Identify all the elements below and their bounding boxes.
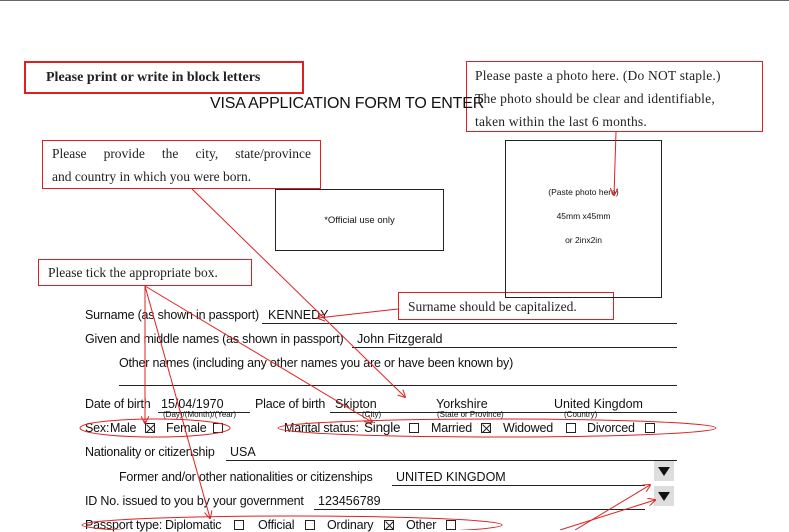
id-number-value[interactable]: 123456789 xyxy=(318,494,381,508)
pob-state-hint: (State or Province) xyxy=(437,410,504,419)
block-letters-note: Please print or write in block letters xyxy=(24,61,304,94)
top-rule xyxy=(0,0,789,1)
passport-ordinary-label: Ordinary xyxy=(327,518,374,532)
former-nationality-line xyxy=(392,485,645,486)
birthplace-note-line-2: and country in which you were born. xyxy=(52,169,252,184)
nationality-label: Nationality or citizenship xyxy=(85,445,215,459)
marital-divorced-checkbox[interactable] xyxy=(645,423,655,433)
dropdown-arrow-2 xyxy=(560,500,655,530)
passport-diplomatic-label: Diplomatic xyxy=(165,518,222,532)
passport-type-label: Passport type: xyxy=(85,518,163,532)
pob-country-hint: (Country) xyxy=(564,410,598,419)
dob-value[interactable]: 15/04/1970 xyxy=(161,397,224,411)
pob-city-hint: (City) xyxy=(362,410,382,419)
form-title: VISA APPLICATION FORM TO ENTER xyxy=(210,95,485,112)
surname-line xyxy=(262,323,677,324)
surname-arrow xyxy=(318,309,398,318)
nationality-value[interactable]: USA xyxy=(230,445,256,459)
photo-box-line-1: (Paste photo here) xyxy=(548,187,619,197)
photo-box-line-2: 45mm x45mm xyxy=(556,211,611,221)
sex-female-label: Female xyxy=(166,421,207,435)
photo-note-line-2: The photo should be clear and identifiable, xyxy=(475,91,715,106)
sex-male-checkbox[interactable] xyxy=(145,423,155,433)
photo-box-line-3: or 2inx2in xyxy=(565,235,602,245)
dob-hint: (Day)/(Month)/(Year) xyxy=(163,410,237,419)
passport-other-label: Other xyxy=(406,518,437,532)
marital-single-label: Single xyxy=(364,420,401,435)
marital-married-label: Married xyxy=(431,421,472,435)
marital-label: Marital status: xyxy=(284,421,359,435)
dob-label: Date of birth xyxy=(85,397,151,411)
surname-value[interactable]: KENNEDY xyxy=(268,308,329,322)
pob-country-value[interactable]: United Kingdom xyxy=(554,397,643,411)
marital-widowed-checkbox[interactable] xyxy=(566,423,576,433)
birthplace-note-line-1: Please provide the city, state/province xyxy=(52,146,311,161)
other-names-line[interactable] xyxy=(119,385,677,386)
other-names-label: Other names (including any other names you are or have been known by) xyxy=(119,356,514,370)
given-names-line xyxy=(352,347,677,348)
former-nationality-label: Former and/or other nationalities or citizenships xyxy=(119,470,373,484)
photo-note-line-1: Please paste a photo here. (Do NOT staple.) xyxy=(475,68,721,83)
birthplace-note xyxy=(42,140,321,189)
official-use-box: *Official use only xyxy=(275,189,444,251)
given-names-label: Given and middle names (as shown in passport) xyxy=(85,332,344,346)
photo-box[interactable] xyxy=(505,140,662,298)
former-nationality-dropdown-arrow[interactable] xyxy=(654,461,674,481)
tick-box-note: Please tick the appropriate box. xyxy=(38,259,252,286)
passport-other-checkbox[interactable] xyxy=(446,520,456,530)
marital-single-checkbox[interactable] xyxy=(409,423,419,433)
photo-note-line-3: taken within the last 6 months. xyxy=(475,114,647,129)
pob-state-value[interactable]: Yorkshire xyxy=(436,397,488,411)
passport-official-checkbox[interactable] xyxy=(305,520,315,530)
former-nationality-value[interactable]: UNITED KINGDOM xyxy=(396,470,506,484)
nationality-line xyxy=(226,460,677,461)
sex-female-checkbox[interactable] xyxy=(213,423,223,433)
photo-note xyxy=(466,61,763,132)
id-number-line xyxy=(314,509,645,510)
given-names-value[interactable]: John Fitzgerald xyxy=(357,332,443,346)
passport-official-label: Official xyxy=(258,518,295,532)
marital-divorced-label: Divorced xyxy=(587,421,635,435)
marital-married-checkbox[interactable] xyxy=(481,423,491,433)
passport-ordinary-checkbox[interactable] xyxy=(384,520,394,530)
sex-label: Sex: xyxy=(85,421,110,435)
marital-widowed-label: Widowed xyxy=(503,421,554,435)
pob-label: Place of birth xyxy=(255,397,326,411)
passport-diplomatic-checkbox[interactable] xyxy=(234,520,244,530)
surname-label: Surname (as shown in passport) xyxy=(85,308,259,322)
pob-city-value[interactable]: Skipton xyxy=(335,397,377,411)
sex-male-label: Male xyxy=(110,421,137,435)
id-number-label: ID No. issued to you by your government xyxy=(85,494,304,508)
dropdown-arrow-1 xyxy=(575,485,650,530)
id-number-dropdown-arrow[interactable] xyxy=(654,486,674,506)
surname-note: Surname should be capitalized. xyxy=(398,292,614,320)
